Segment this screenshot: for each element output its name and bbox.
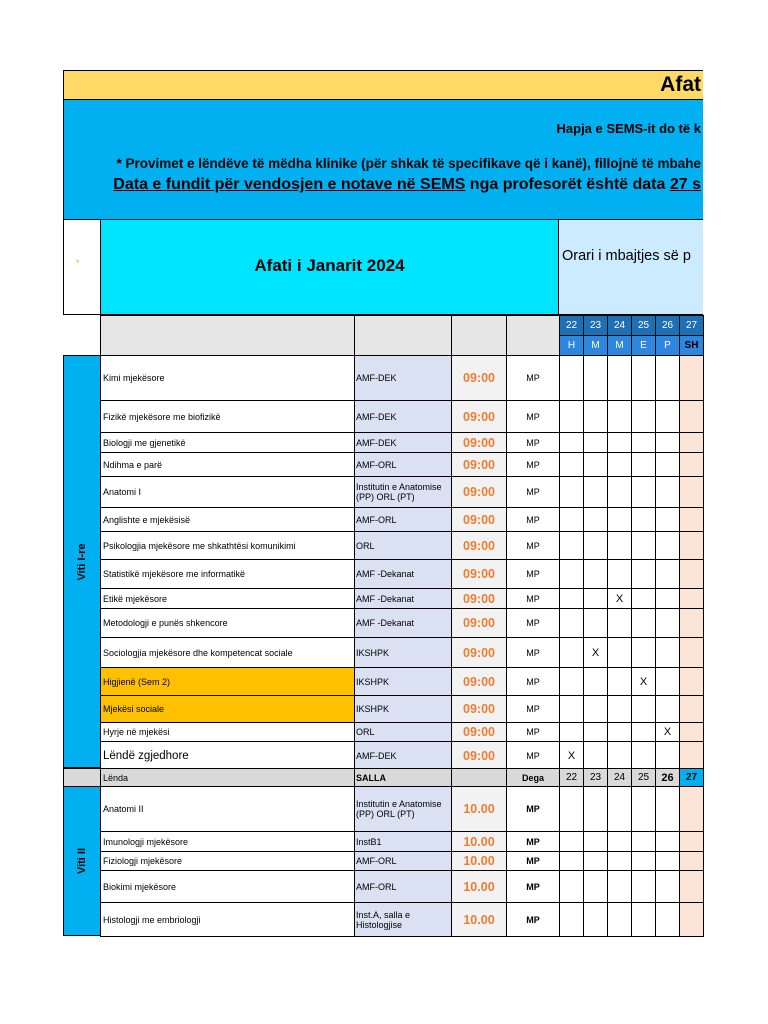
table-row: [101, 508, 704, 532]
dept-cell: MP: [507, 433, 560, 453]
year2-table: [100, 786, 704, 937]
subject-cell: Anglishte e mjekësisë: [101, 508, 355, 532]
dept-cell: MP: [507, 668, 560, 696]
time-cell: 09:00: [452, 356, 507, 401]
grades-deadline-note: [113, 176, 701, 194]
exam-day-cell: [584, 832, 608, 852]
exam-day-cell: [680, 903, 704, 937]
exam-day-cell: [680, 356, 704, 401]
hall-cell: AMF -Dekanat: [355, 560, 452, 589]
hall-cell: AMF-ORL: [355, 852, 452, 871]
subject-cell: Histologji me embriologji: [101, 903, 355, 937]
exam-day-cell: [608, 609, 632, 638]
divider-time-cell: [452, 769, 507, 787]
table-row: [101, 787, 704, 832]
time-cell: 09:00: [452, 508, 507, 532]
exam-day-cell: [608, 723, 632, 742]
date-day: 26: [656, 316, 680, 336]
exam-day-cell: [560, 532, 584, 560]
exam-day-cell: [680, 401, 704, 433]
exam-day-cell: [560, 453, 584, 477]
column-header-hall: [355, 316, 452, 356]
header-corner-cell: [63, 220, 101, 315]
exam-day-cell: [656, 668, 680, 696]
exam-day-cell: [608, 508, 632, 532]
exam-day-cell: [560, 903, 584, 937]
session-title: Afati i Janarit 2024: [254, 256, 405, 275]
exam-day-cell: [608, 832, 632, 852]
hall-cell: Inst.A, salla e Histologjise: [355, 903, 452, 937]
exam-day-cell: [680, 787, 704, 832]
exam-day-cell: [680, 560, 704, 589]
year1-label-cell: [63, 355, 101, 768]
time-cell: 09:00: [452, 532, 507, 560]
subject-cell: Fizikë mjekësore me biofizikë: [101, 401, 355, 433]
exam-day-cell: [584, 871, 608, 903]
sems-opening-note: Hapja e SEMS-it do të k: [556, 121, 701, 136]
dept-cell: MP: [507, 609, 560, 638]
weekday-letter: E: [632, 336, 656, 356]
exam-day-cell: [632, 477, 656, 508]
exam-day-cell: [656, 638, 680, 668]
weekday-letter: M: [608, 336, 632, 356]
table-row: [101, 356, 704, 401]
exam-day-cell: [608, 356, 632, 401]
weekday-letter: P: [656, 336, 680, 356]
dept-cell: MP: [507, 852, 560, 871]
exam-day-cell: [560, 477, 584, 508]
time-cell: 09:00: [452, 589, 507, 609]
banner-title-text: Afat: [660, 73, 701, 96]
table-row: [101, 852, 704, 871]
exam-day-cell: [560, 852, 584, 871]
table-row: [101, 832, 704, 852]
exam-day-cell: [632, 401, 656, 433]
exam-day-cell: [680, 852, 704, 871]
exam-day-cell: [680, 832, 704, 852]
exam-day-cell: [680, 532, 704, 560]
exam-day-cell: [584, 723, 608, 742]
dept-cell: MP: [507, 560, 560, 589]
column-header-subject: [101, 316, 355, 356]
exam-day-cell: [584, 696, 608, 723]
time-cell: 10.00: [452, 787, 507, 832]
exam-day-cell: [632, 696, 656, 723]
exam-day-cell: [680, 508, 704, 532]
exam-day-cell: [584, 532, 608, 560]
exam-day-cell: [584, 903, 608, 937]
exam-day-cell: [560, 356, 584, 401]
session-header: [100, 220, 559, 315]
exam-day-cell: [584, 401, 608, 433]
exam-day-cell: [632, 638, 656, 668]
exam-day-cell: [608, 742, 632, 770]
exam-day-cell: [560, 668, 584, 696]
weekday-letter: H: [560, 336, 584, 356]
subject-cell: Biologji me gjenetikë: [101, 433, 355, 453]
subject-cell: Anatomi I: [101, 477, 355, 508]
time-cell: 10.00: [452, 832, 507, 852]
exam-day-cell: [680, 453, 704, 477]
subject-cell: Etikë mjekësore: [101, 589, 355, 609]
subject-cell: Psikologjia mjekësore me shkathtësi komunikimi: [101, 532, 355, 560]
subject-cell: Hyrje në mjekësi: [101, 723, 355, 742]
exam-day-cell: [560, 401, 584, 433]
time-cell: 10.00: [452, 871, 507, 903]
exam-day-cell: [656, 852, 680, 871]
hall-cell: ORL: [355, 723, 452, 742]
exam-day-cell: [656, 356, 680, 401]
exam-day-cell: [560, 589, 584, 609]
exam-day-cell: [608, 638, 632, 668]
table-row: [101, 638, 704, 668]
year1-table: [100, 355, 704, 770]
exam-day-cell: [656, 532, 680, 560]
banner-title: [63, 70, 703, 100]
exam-day-cell: [656, 401, 680, 433]
exam-day-cell: [632, 787, 656, 832]
exam-day-cell: [656, 560, 680, 589]
weekday-letter: M: [584, 336, 608, 356]
table-row: [101, 433, 704, 453]
dept-cell: MP: [507, 742, 560, 770]
subject-cell: Statistikë mjekësore me informatikë: [101, 560, 355, 589]
table-row: [101, 742, 704, 770]
time-cell: 09:00: [452, 742, 507, 770]
exam-day-cell: X: [560, 742, 584, 770]
hall-cell: AMF -Dekanat: [355, 609, 452, 638]
subject-cell: Kimi mjekësore: [101, 356, 355, 401]
subject-cell: Mjekësi sociale: [101, 696, 355, 723]
divider-dept-label: Dega: [507, 769, 560, 787]
table-row: [101, 903, 704, 937]
dept-cell: MP: [507, 723, 560, 742]
exam-day-cell: [608, 477, 632, 508]
table-row: [101, 871, 704, 903]
year2-label: Viti II: [76, 847, 88, 875]
exam-day-cell: X: [584, 638, 608, 668]
subject-cell: Imunologji mjekësore: [101, 832, 355, 852]
time-cell: 09:00: [452, 723, 507, 742]
exam-day-cell: [584, 668, 608, 696]
hall-cell: AMF-ORL: [355, 871, 452, 903]
dept-cell: MP: [507, 453, 560, 477]
dept-cell: MP: [507, 508, 560, 532]
exam-day-cell: [560, 433, 584, 453]
column-header-row: [100, 315, 560, 356]
exam-day-cell: [560, 560, 584, 589]
subject-cell: Fiziologji mjekësore: [101, 852, 355, 871]
table-row: [101, 401, 704, 433]
divider-day: 22: [560, 769, 584, 787]
date-day: 24: [608, 316, 632, 336]
date-header: [559, 315, 704, 356]
divider-day: 27: [680, 769, 704, 787]
dept-cell: MP: [507, 832, 560, 852]
exam-day-cell: [560, 723, 584, 742]
exam-day-cell: [584, 609, 608, 638]
divider-hall-label: SALLA: [355, 769, 452, 787]
exam-day-cell: [608, 871, 632, 903]
hall-cell: IKSHPK: [355, 668, 452, 696]
exam-day-cell: X: [632, 668, 656, 696]
exam-day-cell: [680, 668, 704, 696]
exam-day-cell: [584, 560, 608, 589]
exam-day-cell: [560, 787, 584, 832]
grades-deadline-plain: nga profesorët është data: [465, 176, 670, 193]
exam-day-cell: [584, 742, 608, 770]
hall-cell: AMF-ORL: [355, 453, 452, 477]
year2-label-cell: [63, 786, 101, 936]
exam-day-cell: [632, 560, 656, 589]
exam-day-cell: [608, 852, 632, 871]
exam-day-cell: [560, 696, 584, 723]
date-day: 25: [632, 316, 656, 336]
exam-day-cell: [584, 433, 608, 453]
exam-day-cell: [656, 832, 680, 852]
exam-day-cell: [632, 871, 656, 903]
exam-day-cell: [608, 401, 632, 433]
exam-day-cell: [608, 433, 632, 453]
dept-cell: MP: [507, 477, 560, 508]
dept-cell: MP: [507, 903, 560, 937]
dept-cell: MP: [507, 787, 560, 832]
star-mark: *: [76, 258, 80, 268]
exam-day-cell: [656, 787, 680, 832]
dept-cell: MP: [507, 356, 560, 401]
hall-cell: AMF-DEK: [355, 356, 452, 401]
exam-day-cell: [656, 871, 680, 903]
exam-day-cell: [584, 852, 608, 871]
exam-day-cell: [656, 589, 680, 609]
hall-cell: Institutin e Anatomise (PP) ORL (PT): [355, 787, 452, 832]
exam-day-cell: [680, 589, 704, 609]
table-row: [101, 609, 704, 638]
table-row: [101, 723, 704, 742]
time-cell: 09:00: [452, 433, 507, 453]
subject-cell: Sociologjia mjekësore dhe kompetencat sociale: [101, 638, 355, 668]
exam-day-cell: [560, 609, 584, 638]
exam-day-cell: [632, 903, 656, 937]
exam-day-cell: [632, 742, 656, 770]
time-cell: 09:00: [452, 560, 507, 589]
exam-day-cell: [656, 696, 680, 723]
year1-label: Viti I-re: [76, 542, 88, 581]
table-row: [101, 589, 704, 609]
exam-day-cell: [632, 356, 656, 401]
exam-day-cell: [584, 508, 608, 532]
exam-day-cell: [632, 508, 656, 532]
exam-day-cell: [632, 723, 656, 742]
exam-day-cell: [560, 638, 584, 668]
exam-day-cell: [608, 696, 632, 723]
exam-day-cell: [608, 560, 632, 589]
exam-day-cell: [632, 609, 656, 638]
subject-cell: Biokimi mjekësore: [101, 871, 355, 903]
exam-day-cell: [560, 508, 584, 532]
subject-cell: Lëndë zgjedhore: [101, 742, 355, 770]
hall-cell: AMF-DEK: [355, 742, 452, 770]
exam-day-cell: [608, 903, 632, 937]
exam-day-cell: [680, 723, 704, 742]
time-cell: 09:00: [452, 401, 507, 433]
schedule-title: Orari i mbajtjes së p: [562, 248, 691, 264]
dept-cell: MP: [507, 638, 560, 668]
exam-day-cell: [632, 589, 656, 609]
time-cell: 09:00: [452, 638, 507, 668]
exam-day-cell: [680, 477, 704, 508]
time-cell: 09:00: [452, 477, 507, 508]
exam-day-cell: [608, 532, 632, 560]
divider-day: 26: [656, 769, 680, 787]
table-row: [101, 453, 704, 477]
column-header-time: [452, 316, 507, 356]
date-day: 23: [584, 316, 608, 336]
hall-cell: AMF-ORL: [355, 508, 452, 532]
exam-day-cell: [656, 903, 680, 937]
time-cell: 09:00: [452, 453, 507, 477]
hall-cell: ORL: [355, 532, 452, 560]
exam-day-cell: [632, 433, 656, 453]
subject-cell: Anatomi II: [101, 787, 355, 832]
exam-day-cell: [656, 508, 680, 532]
hall-cell: IKSHPK: [355, 696, 452, 723]
exam-day-cell: [680, 609, 704, 638]
clinical-exams-note: * Provimet e lëndëve të mëdha klinike (për shkak të specifikave që i kanë), fillojnë të mbahe: [116, 156, 701, 171]
exam-day-cell: [680, 638, 704, 668]
subject-cell: Metodologji e punës shkencore: [101, 609, 355, 638]
info-panel: [63, 100, 703, 220]
exam-day-cell: X: [656, 723, 680, 742]
subject-cell: Higjienë (Sem 2): [101, 668, 355, 696]
hall-cell: InstB1: [355, 832, 452, 852]
hall-cell: AMF-DEK: [355, 433, 452, 453]
hall-cell: IKSHPK: [355, 638, 452, 668]
exam-day-cell: [656, 433, 680, 453]
exam-day-cell: [560, 871, 584, 903]
exam-day-cell: [584, 477, 608, 508]
table-row: [101, 668, 704, 696]
table-row: [101, 477, 704, 508]
exam-day-cell: [656, 477, 680, 508]
exam-day-cell: [656, 609, 680, 638]
exam-day-cell: [680, 871, 704, 903]
dept-cell: MP: [507, 696, 560, 723]
exam-day-cell: [680, 742, 704, 770]
time-cell: 09:00: [452, 696, 507, 723]
weekday-letter: SH: [680, 336, 704, 356]
dept-cell: MP: [507, 401, 560, 433]
exam-day-cell: X: [608, 589, 632, 609]
exam-day-cell: [608, 787, 632, 832]
date-day: 27: [680, 316, 704, 336]
time-cell: 09:00: [452, 668, 507, 696]
exam-day-cell: [584, 453, 608, 477]
hall-cell: AMF-DEK: [355, 401, 452, 433]
divider-day: 23: [584, 769, 608, 787]
table-row: [101, 532, 704, 560]
subject-cell: Ndihma e parë: [101, 453, 355, 477]
divider-day: 25: [632, 769, 656, 787]
grades-deadline-underlined: Data e fundit për vendosjen e notave në SEMS: [113, 176, 466, 193]
schedule-header: [559, 220, 703, 315]
column-header-dept: [507, 316, 560, 356]
time-cell: 10.00: [452, 852, 507, 871]
exam-day-cell: [584, 787, 608, 832]
hall-cell: AMF -Dekanat: [355, 589, 452, 609]
exam-day-cell: [632, 832, 656, 852]
exam-day-cell: [632, 532, 656, 560]
time-cell: 10.00: [452, 903, 507, 937]
divider-corner: [64, 769, 101, 787]
table-row: [101, 696, 704, 723]
exam-day-cell: [656, 742, 680, 770]
exam-day-cell: [584, 356, 608, 401]
divider-subject-label: Lënda: [101, 769, 355, 787]
hall-cell: Institutin e Anatomise (PP) ORL (PT): [355, 477, 452, 508]
exam-day-cell: [632, 453, 656, 477]
dept-cell: MP: [507, 589, 560, 609]
date-day: 22: [560, 316, 584, 336]
grades-deadline-date: 27 s: [669, 176, 701, 193]
divider-day: 24: [608, 769, 632, 787]
exam-day-cell: [560, 832, 584, 852]
dept-cell: MP: [507, 871, 560, 903]
time-cell: 09:00: [452, 609, 507, 638]
exam-day-cell: [608, 668, 632, 696]
table-row: [101, 560, 704, 589]
exam-day-cell: [608, 453, 632, 477]
exam-day-cell: [584, 589, 608, 609]
exam-day-cell: [680, 433, 704, 453]
divider-row: [63, 768, 704, 787]
exam-day-cell: [632, 852, 656, 871]
exam-day-cell: [656, 453, 680, 477]
exam-day-cell: [680, 696, 704, 723]
dept-cell: MP: [507, 532, 560, 560]
